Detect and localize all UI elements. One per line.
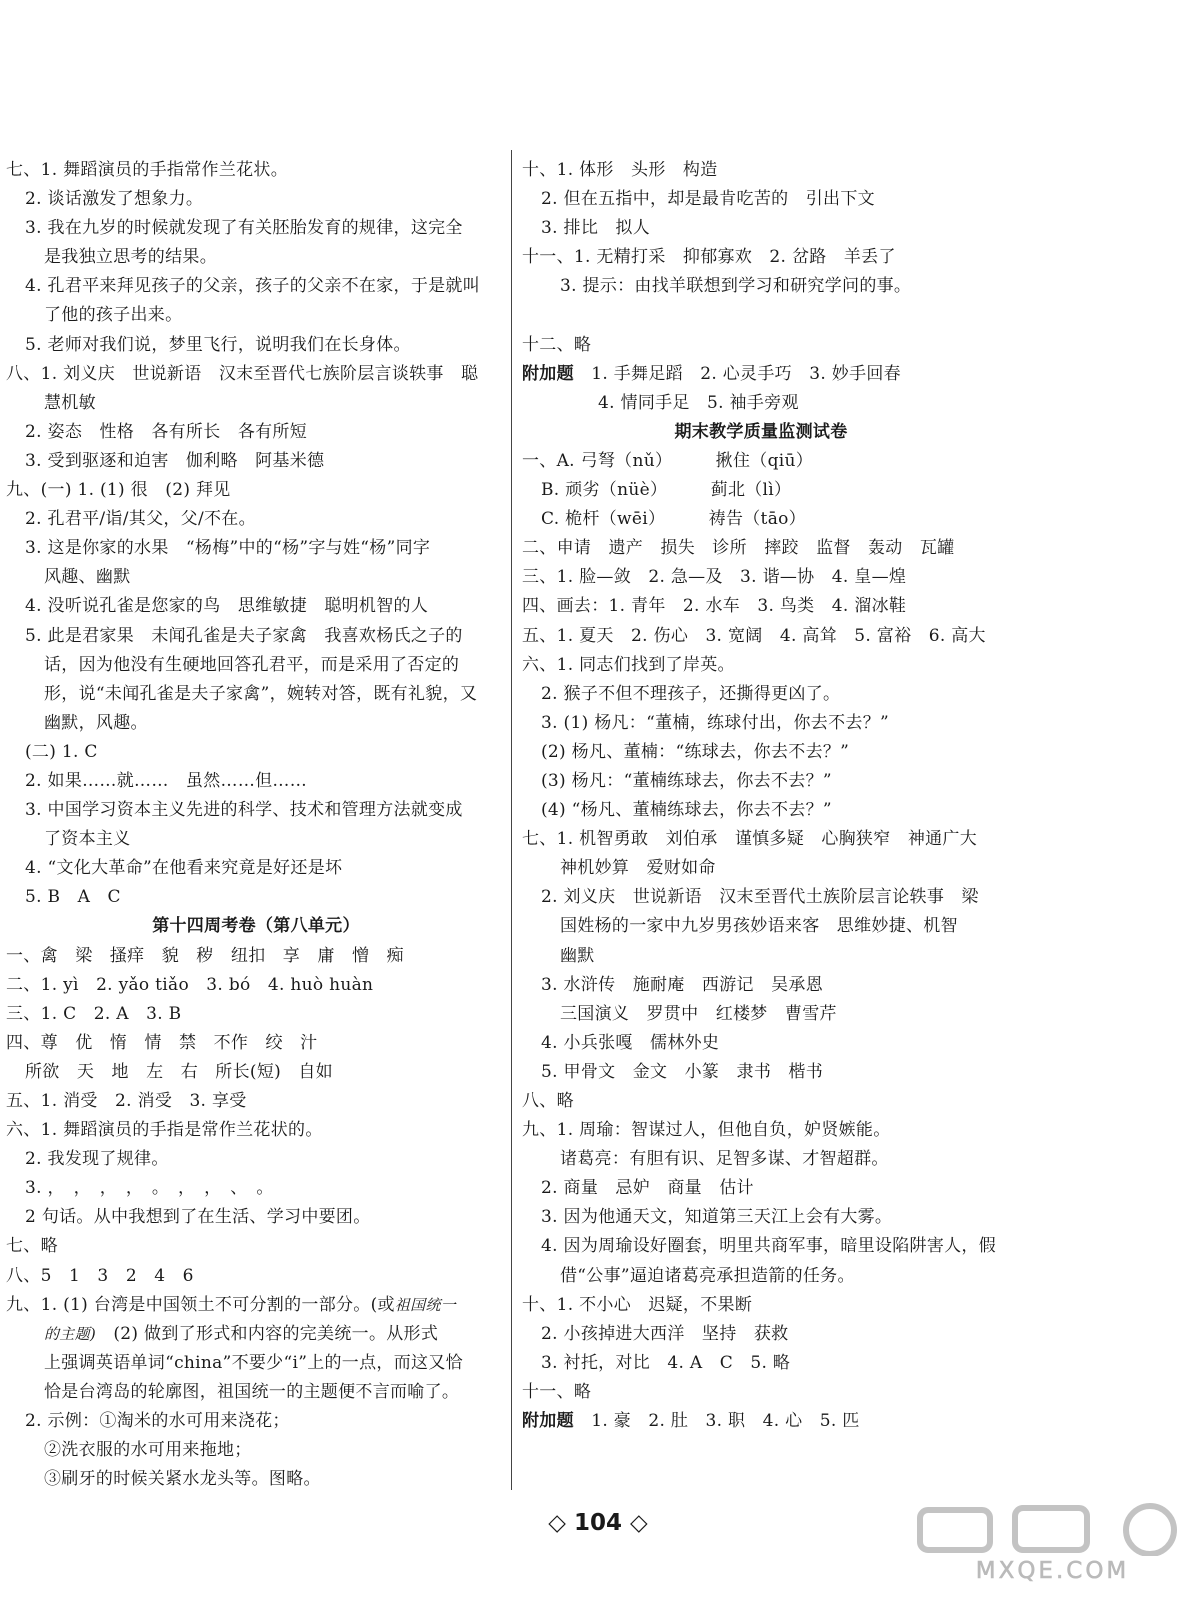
answer-line: 十、1. 不小心 迟疑，不果断 (522, 1294, 753, 1315)
answer-line: 形，说“未闻孔雀是夫子家禽”，婉转对答，既有礼貌，又 (44, 683, 478, 704)
answer-line: 三国演义 罗贯中 红楼梦 曹雪芹 (560, 1003, 837, 1024)
answer-line: 神机妙算 爱财如命 (560, 858, 716, 879)
answer-line: 是我独立思考的结果。 (44, 247, 217, 268)
answer-line: 九、(一) 1. (1) 很 (2) 拜见 (6, 480, 231, 501)
answer-line: 2. 刘义庆 世说新语 汉末至晋代土族阶层言论轶事 梁 (541, 887, 979, 908)
answer-line: 一、禽 梁 搔痒 貌 秽 纽扣 享 庸 憎 痴 (6, 945, 404, 966)
answer-line: 十、1. 体形 头形 构造 (522, 160, 718, 180)
watermark-emblem (910, 1502, 1195, 1556)
answer-line: 4. 孔君平来拜见孩子的父亲，孩子的父亲不在家，于是就叫 (25, 276, 481, 297)
answer-line: 国姓杨的一家中九岁男孩妙语来客 思维妙捷、机智 (560, 916, 958, 937)
answer-line: 4. 情同手足 5. 袖手旁观 (598, 392, 799, 413)
answer-line: 4. 因为周瑜设好圈套，明里共商军事，暗里设陷阱害人，假 (541, 1236, 997, 1257)
section-heading: 第十四周考卷（第八单元） (152, 916, 360, 937)
answer-line: 借“公事”逼迫诸葛亮承担造箭的任务。 (560, 1265, 855, 1286)
answer-line: 3. 这是你家的水果 “杨梅”中的“杨”字与姓“杨”同字 (25, 538, 431, 559)
answer-line: 八、略 (522, 1091, 574, 1111)
answer-line: 七、1. 舞蹈演员的手指常作兰花状。 (6, 160, 289, 180)
answer-line: 上强调英语单词“china”不要少“i”上的一点，而这又恰 (44, 1352, 463, 1373)
answer-line: 2. 小孩掉进大西洋 坚持 获救 (541, 1323, 789, 1344)
answer-line: 诸葛亮：有胆有识、足智多谋、才智超群。 (560, 1149, 889, 1170)
answer-line: C. 桅杆（wēi） 祷告（tāo） (541, 509, 806, 530)
answer-line: 3. 我在九岁的时候就发现了有关胚胎发育的规律，这完全 (25, 218, 463, 239)
answer-line: 二、申请 遗产 损失 诊所 摔跤 监督 轰动 瓦罐 (522, 538, 955, 559)
answer-line: 2. 但在五指中，却是最肯吃苦的 引出下文 (541, 189, 875, 210)
answer-line: 三、1. 脸—敛 2. 急—及 3. 谐—协 4. 皇—煌 (522, 567, 907, 588)
answer-line: 3. (1) 杨凡：“董楠，练球付出，你去不去？” (541, 712, 889, 733)
column-divider (511, 150, 512, 1490)
answer-line: 附加题 1. 手舞足蹈 2. 心灵手巧 3. 妙手回春 (522, 363, 901, 384)
answer-line: 4. 没听说孔雀是您家的鸟 思维敏捷 聪明机智的人 (25, 596, 429, 617)
answer-line: ③刷牙的时候关紧水龙头等。图略。 (44, 1469, 321, 1490)
answer-line: 3. 因为他通天文，知道第三天江上会有大雾。 (541, 1207, 893, 1228)
answer-line (522, 301, 1000, 330)
answer-line: 3. 提示：由找羊联想到学习和研究学问的事。 (560, 276, 912, 297)
answer-line: 九、1. 周瑜：智谋过人，但他自负，妒贤嫉能。 (522, 1120, 891, 1141)
answer-line: 2. 谈话激发了想象力。 (25, 189, 204, 210)
right-column (522, 156, 1000, 1436)
answer-line: 四、画去：1. 青年 2. 水车 3. 鸟类 4. 溜冰鞋 (522, 596, 907, 617)
answer-line: 5. 此是君家果 未闻孔雀是夫子家禽 我喜欢杨氏之子的 (25, 625, 463, 646)
answer-line: (2) 杨凡、董楠：“练球去，你去不去？” (541, 741, 850, 762)
answer-line: 所欲 天 地 左 右 所长(短) 自如 (25, 1061, 333, 1082)
answer-line: 3. ， ， ， ， 。 ， ， 、 。 (25, 1178, 274, 1199)
answer-line: (4) “杨凡、董楠练球去，你去不去？” (541, 800, 832, 821)
answer-line: 八、5 1 3 2 4 6 (6, 1265, 194, 1286)
watermark-site: MXQE.COM (975, 1558, 1130, 1584)
answer-line: 4. “文化大革命”在他看来究竟是好还是坏 (25, 858, 343, 879)
answer-line: 七、1. 机智勇敢 刘伯承 谨慎多疑 心胸狭窄 神通广大 (522, 829, 978, 850)
answer-line: 2. 猴子不但不理孩子，还撕得更凶了。 (541, 683, 841, 704)
answer-line: 四、尊 优 惰 情 禁 不作 绞 汁 (6, 1032, 318, 1053)
answer-line: 2. 我发现了规律。 (25, 1149, 169, 1170)
answer-line: 话，因为他没有生硬地回答孔君平，而是采用了否定的 (44, 654, 460, 675)
answer-line: 幽默 (560, 945, 595, 966)
section-heading: 期末教学质量监测试卷 (674, 421, 848, 442)
answer-line: 了资本主义 (44, 829, 131, 850)
answer-line: B. 顽劣（nüè） 蓟北（lì） (541, 480, 792, 501)
answer-line: 2. 孔君平/诣/其父，父/不在。 (25, 509, 256, 530)
answer-line: (二) 1. C (25, 741, 98, 762)
answer-line: 幽默，风趣。 (44, 712, 148, 733)
answer-line: 五、1. 夏天 2. 伤心 3. 宽阔 4. 高耸 5. 富裕 6. 高大 (522, 625, 986, 646)
answer-line: 五、1. 消受 2. 消受 3. 享受 (6, 1091, 247, 1111)
answer-line: 十二、略 (522, 334, 592, 355)
answer-line: 2. 姿态 性格 各有所长 各有所短 (25, 421, 308, 442)
answer-line: 二、1. yì 2. yǎo tiǎo 3. bó 4. huò huàn (6, 974, 374, 995)
answer-line: (3) 杨凡：“董楠练球去，你去不去？” (541, 770, 832, 791)
answer-line: 了他的孩子出来。 (44, 305, 183, 326)
answer-line: 3. 衬托，对比 4. A C 5. 略 (541, 1352, 791, 1373)
answer-line: 2 句话。从中我想到了在生活、学习中要团。 (25, 1207, 371, 1228)
answer-line: 3. 中国学习资本主义先进的科学、技术和管理方法就变成 (25, 800, 463, 821)
answer-line: 3. 水浒传 施耐庵 西游记 吴承恩 (541, 974, 824, 995)
answer-line: 九、1. (1) 台湾是中国领土不可分割的一部分。(或祖国统一 (6, 1294, 457, 1315)
page-number: ◇ 104 ◇ (548, 1510, 648, 1536)
answer-line: 5. 甲骨文 金文 小篆 隶书 楷书 (541, 1061, 824, 1082)
answer-line: 六、1. 舞蹈演员的手指是常作兰花状的。 (6, 1120, 323, 1141)
answer-line: 4. 小兵张嘎 儒林外史 (541, 1032, 720, 1053)
answer-line: 的主题) (2) 做到了形式和内容的完美统一。从形式 (44, 1323, 439, 1344)
answer-line: 七、略 (6, 1236, 58, 1257)
answer-line: 2. 商量 忌妒 商量 估计 (541, 1178, 754, 1199)
answer-line: 5. B A C (25, 887, 121, 908)
answer-line: 风趣、幽默 (44, 567, 131, 588)
answer-line: 2. 示例：①淘米的水可用来浇花； (25, 1411, 290, 1432)
watermark-logo (910, 1502, 1195, 1592)
answer-line: 2. 如果……就…… 虽然……但…… (25, 770, 308, 791)
answer-line: 附加题 1. 豪 2. 肚 3. 职 4. 心 5. 匹 (522, 1411, 860, 1432)
answer-line: 三、1. C 2. A 3. B (6, 1003, 182, 1024)
answer-line: 恰是台湾岛的轮廓图，祖国统一的主题便不言而喻了。 (44, 1381, 460, 1402)
answer-line: 慧机敏 (44, 392, 96, 413)
answer-line: 一、A. 弓弩（nǔ） 揪住（qiū） (522, 450, 814, 471)
answer-line: 十一、1. 无精打采 抑郁寡欢 2. 岔路 羊丢了 (522, 247, 896, 268)
answer-line: 5. 老师对我们说，梦里飞行，说明我们在长身体。 (25, 334, 411, 355)
answer-line: 六、1. 同志们找到了岸英。 (522, 654, 735, 675)
answer-line: 3. 排比 拟人 (541, 218, 651, 239)
left-column (6, 156, 506, 1494)
answer-line: 3. 受到驱逐和迫害 伽利略 阿基米德 (25, 450, 325, 471)
answer-line: 八、1. 刘义庆 世说新语 汉末至晋代七族阶层言谈轶事 聪 (6, 363, 479, 384)
answer-line: ②洗衣服的水可用来拖地； (44, 1440, 252, 1461)
answer-line: 十一、略 (522, 1381, 592, 1402)
